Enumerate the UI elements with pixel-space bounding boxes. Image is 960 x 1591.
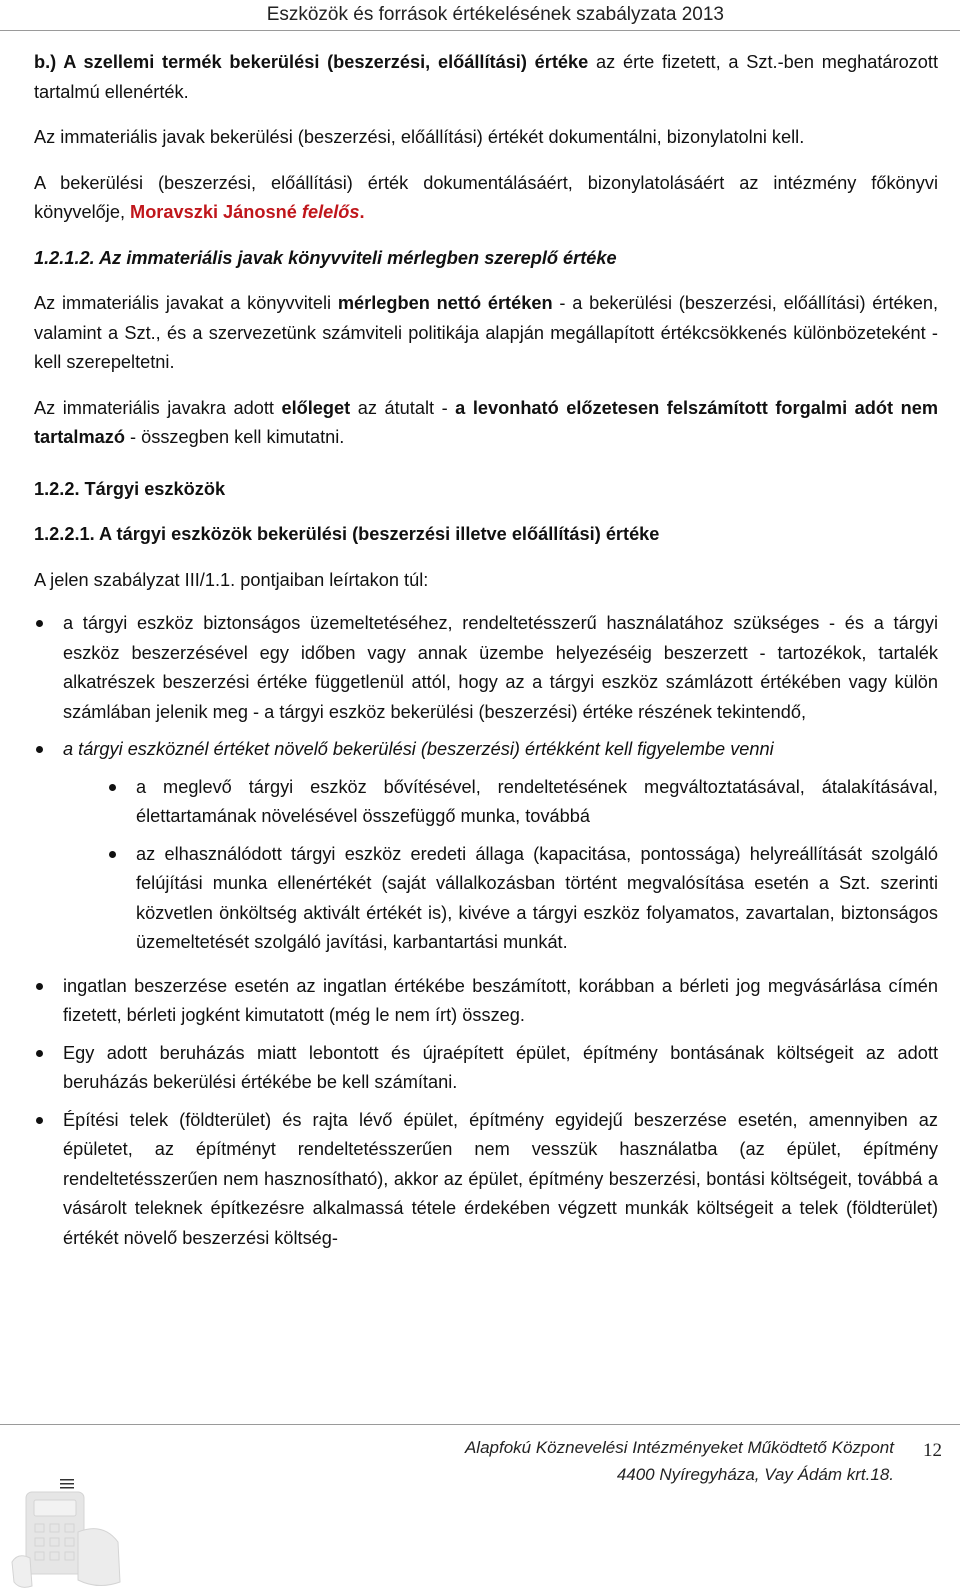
section-b-paragraph — [34, 48, 938, 107]
footer-street: 4400 Nyíregyháza, Vay Ádám krt.18. — [616, 1465, 894, 1484]
advance-b2: a levonható előzetesen felszámított forgalmi adót nem tartalmazó — [34, 397, 938, 447]
list-item: ingatlan beszerzése esetén az ingatlan értékébe beszámított, korábban a bérleti jog megvásárlása címén fizetett, bérleti jogként kimutatott (még le nem írt) összeg. — [34, 972, 938, 1031]
bullet-list — [34, 609, 938, 765]
advance-paragraph — [34, 394, 938, 453]
responsible-paragraph — [34, 169, 938, 228]
intro-paragraph: A jelen szabályzat III/1.1. pontjaiban leírtakon túl: — [34, 569, 429, 590]
menu-lines-icon — [60, 1478, 74, 1490]
advance-t2: az átutalt - — [350, 397, 456, 418]
list-item-text: a tárgyi eszköznél értéket növelő bekerülési (beszerzési) értékként kell figyelembe venni — [63, 739, 774, 759]
responsible-name: Moravszki Jánosné — [130, 202, 297, 222]
page-number: 12 — [923, 1440, 942, 1461]
heading-1221: 1.2.2.1. A tárgyi eszközök bekerülési (beszerzési illetve előállítási) értéke — [34, 524, 660, 544]
footer-address — [465, 1434, 894, 1488]
responsible-end: . — [359, 202, 365, 222]
bullet-list-continued — [34, 972, 938, 1254]
list-item: a tárgyi eszköz biztonságos üzemeltetéséhez, rendeltetésszerű használatához szükséges - és a tárgyi eszköz beszerzésével egy időben vagy annak üzembe helyezéséig beszerzett - tartozékok, tartalék alkatrészek beszerzési értéke függetlenül attól, hogy az a tárgyi eszköz számlázott értékében vagy külön számlában jelenik meg - a tárgyi eszköz bekerülési (beszerzési) értéke részének tekintendő, — [34, 609, 938, 727]
sub-list-item: a meglevő tárgyi eszköz bővítésével, rendeltetésének megváltoztatásával, átalakításával, élettartamának növelésével összefüggő munka, továbbá — [107, 773, 938, 832]
responsible-text: A bekerülési (beszerzési, előállítási) érték dokumentálásáért, bizonylatolásáért az intézmény főkönyvi könyvelője, — [34, 172, 938, 222]
balance-t2: - a bekerülési (beszerzési, előállítási) értéken, valamint a Szt., és a szervezetünk számviteli politikája alapján megállapított értékcsökkenés különbözeteként - kell szerepeltetni. — [34, 293, 939, 372]
balance-paragraph — [34, 289, 938, 378]
footer-divider — [0, 1424, 960, 1425]
header-title: Eszközök és források értékelésének szabályzata 2013 — [266, 4, 724, 25]
footer-institution: Alapfokú Köznevelési Intézményeket Működtető Központ — [464, 1438, 894, 1457]
section-b-bold: A szellemi termék bekerülési (beszerzési, előállítási) értéke — [63, 52, 589, 72]
documentation-paragraph: Az immateriális javak bekerülési (beszerzési, előállítási) értékét dokumentálni, bizonylatolni kell. — [34, 127, 805, 147]
list-item: Építési telek (földterület) és rajta lévő épület, építmény egyidejű beszerzése esetén, amennyiben az épületet, az építményt rendeltetésszerűen nem vesszük használatba (az épület, építmény rendeltetésszerűen nem hasznosítható), akkor az épület, építmény beszerzési, bontási költségeit, továbbá a vásárolt teleknek építkezésre alkalmassá tétele érdekében végzett munkák költségeit a telek (földterület) értékét növelő beszerzési költség- — [34, 1106, 938, 1254]
responsible-word: felelős — [296, 202, 360, 222]
list-item: Egy adott beruházás miatt lebontott és újraépített épület, építmény bontásának költségeit az adott beruházás bekerülési értékébe be kell számítani. — [34, 1039, 938, 1098]
document-body — [34, 48, 938, 1253]
heading-122: 1.2.2. Tárgyi eszközök — [34, 478, 226, 499]
section-b-label: b.) — [34, 52, 64, 72]
page-header — [0, 0, 960, 31]
advance-t3: - összegben kell kimutatni. — [124, 427, 345, 447]
heading-1212: 1.2.1.2. Az immateriális javak könyvviteli mérlegben szereplő értéke — [34, 247, 617, 268]
list-item — [34, 735, 938, 765]
section-b-rest: az érte fizetett, a Szt.-ben meghatározott tartalmú ellenérték. — [34, 52, 938, 102]
sub-list-item: az elhasználódott tárgyi eszköz eredeti állaga (kapacitása, pontossága) helyreállítását szolgáló felújítási munka ellenértékét (saját vállalkozásban történt megvalósítása esetén a Szt. szerinti közvetlen önköltség aktivált értékét is), kivéve a tárgyi eszköz folyamatos, zavartalan, biztonságos üzemeltetését szolgáló javítási, karbantartási munkát. — [107, 840, 938, 958]
advance-b1: előleget — [281, 397, 351, 418]
sub-bullet-list — [34, 773, 938, 958]
balance-t1: Az immateriális javakat a könyvviteli — [34, 293, 338, 313]
advance-t1: Az immateriális javakra adott — [34, 397, 282, 418]
balance-b1: mérlegben nettó értéken — [337, 293, 553, 313]
